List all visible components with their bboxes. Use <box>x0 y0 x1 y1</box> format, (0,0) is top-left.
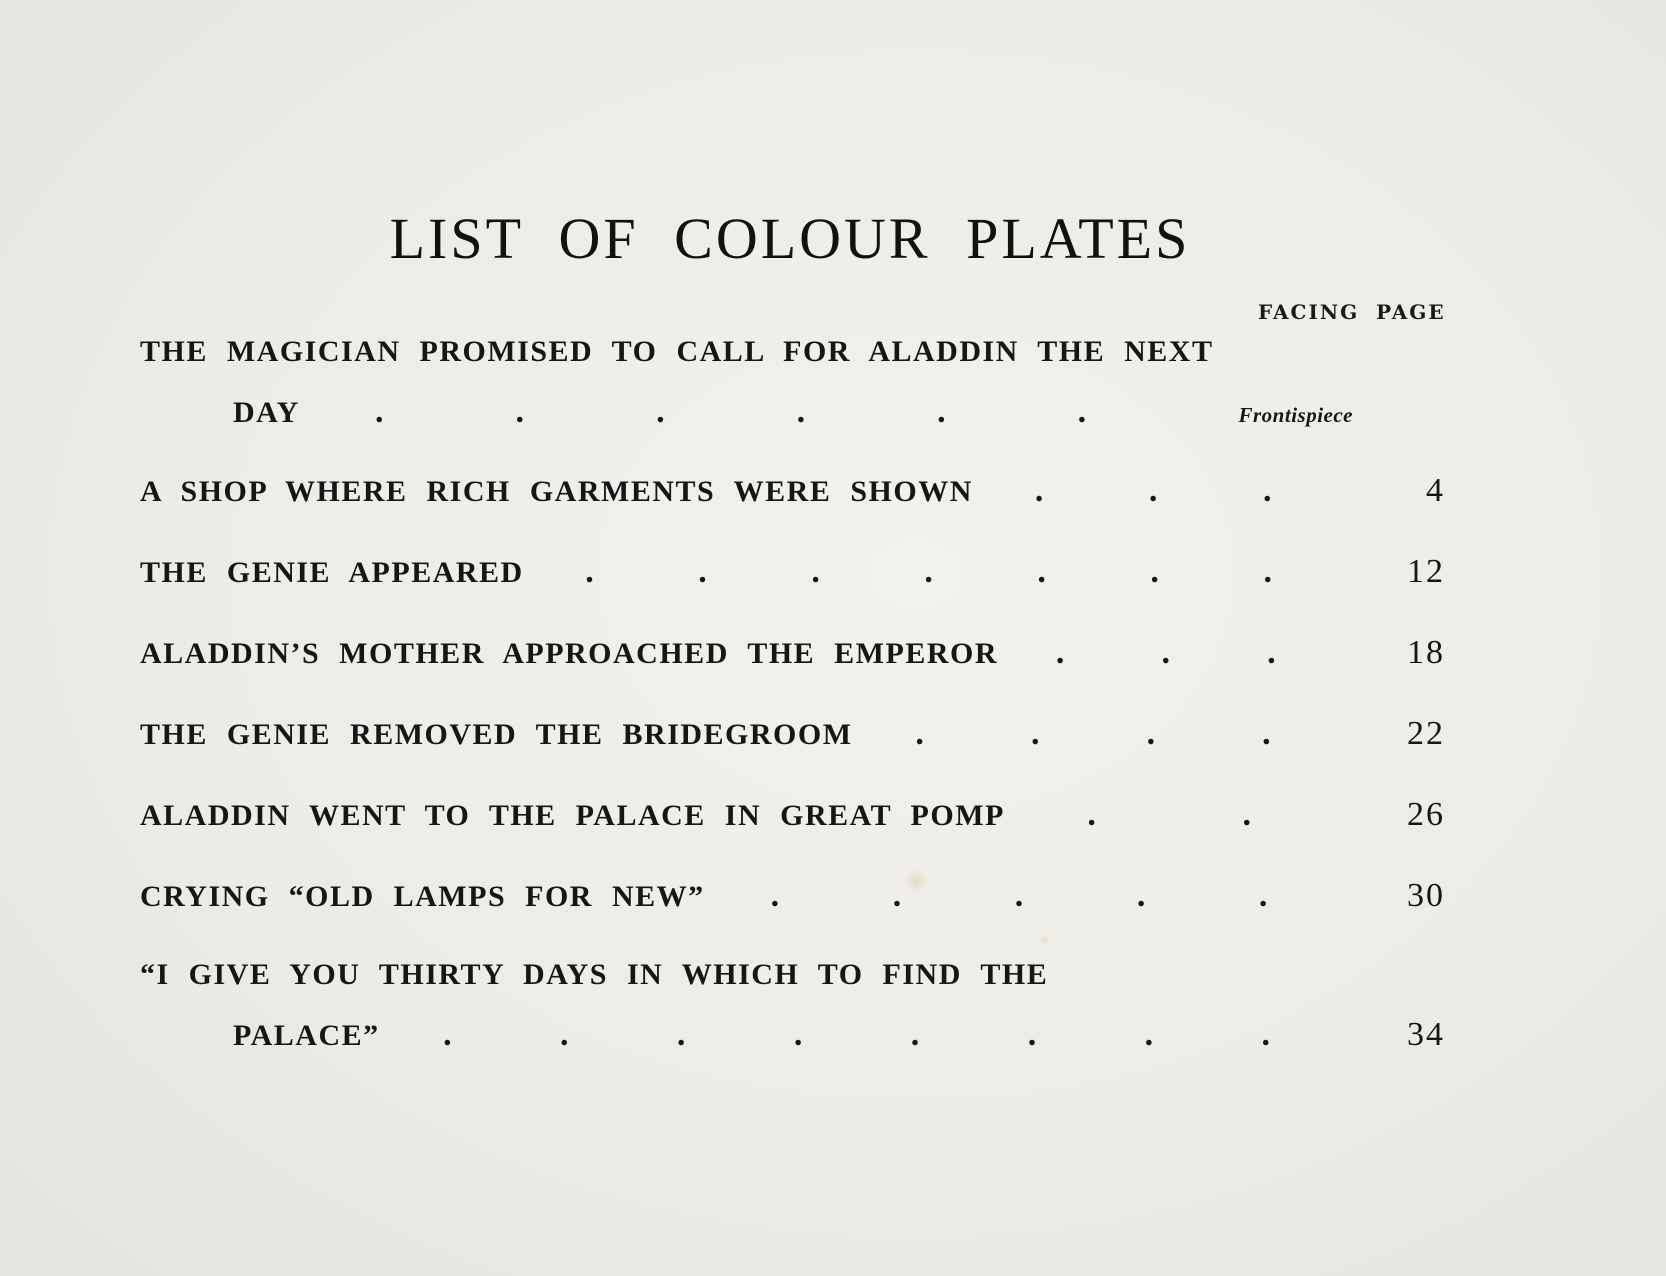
plate-entry <box>140 634 1445 686</box>
page-number: 18 <box>1407 634 1445 671</box>
dot-leader: . . . . . . . <box>585 553 1274 590</box>
plate-title: A SHOP WHERE RICH GARMENTS WERE SHOWN <box>140 475 973 508</box>
plate-entry <box>140 472 1445 524</box>
plate-title-line: PALACE” <box>233 1019 380 1052</box>
plate-title: ALADDIN’S MOTHER APPROACHED THE EMPEROR <box>140 637 998 670</box>
plate-title-line: THE MAGICIAN PROMISED TO CALL FOR ALADDIN THE NEXT <box>140 335 1214 368</box>
plate-entry <box>140 335 1445 445</box>
entry-line <box>140 715 1445 767</box>
plate-entry <box>140 553 1445 605</box>
entry-line <box>140 1016 1445 1068</box>
entry-line <box>140 393 1445 445</box>
paper-stain <box>1040 935 1050 945</box>
dot-leader: . . <box>1087 796 1253 833</box>
page-number: 4 <box>1426 472 1445 509</box>
dot-leader: . . . <box>1034 472 1273 509</box>
page-number: 26 <box>1407 796 1445 833</box>
plate-entry <box>140 715 1445 767</box>
entry-line <box>140 553 1445 605</box>
entry-line <box>140 335 1445 387</box>
page-number: 12 <box>1407 553 1445 590</box>
plate-entry <box>140 958 1445 1068</box>
dot-leader: . . . . . . . . <box>443 1016 1272 1053</box>
entry-line <box>140 472 1445 524</box>
entry-line <box>140 877 1445 929</box>
plate-title: THE GENIE APPEARED <box>140 556 524 589</box>
page-title: LIST OF COLOUR PLATES <box>389 206 1191 271</box>
plate-entry <box>140 796 1445 848</box>
dot-leader: . . . . . <box>770 877 1269 914</box>
plate-title-line: DAY <box>233 396 300 429</box>
entry-line <box>140 958 1445 1010</box>
dot-leader: . . . . <box>915 715 1273 752</box>
page-number: 34 <box>1407 1016 1445 1053</box>
dot-leader: . . . <box>1055 634 1278 671</box>
page-number: 22 <box>1407 715 1445 752</box>
plate-entry <box>140 877 1445 929</box>
entry-line <box>140 634 1445 686</box>
page-number: Frontispiece <box>1238 403 1353 427</box>
entry-line <box>140 796 1445 848</box>
page-number: 30 <box>1407 877 1445 914</box>
dot-leader: . . . . . . <box>375 393 1088 430</box>
plate-title: CRYING “OLD LAMPS FOR NEW” <box>140 880 705 913</box>
plate-title: ALADDIN WENT TO THE PALACE IN GREAT POMP <box>140 799 1005 832</box>
plate-title: THE GENIE REMOVED THE BRIDEGROOM <box>140 718 853 751</box>
plate-title-line: “I GIVE YOU THIRTY DAYS IN WHICH TO FIND THE <box>140 958 1049 991</box>
facing-page-header: FACING PAGE <box>1258 300 1446 324</box>
